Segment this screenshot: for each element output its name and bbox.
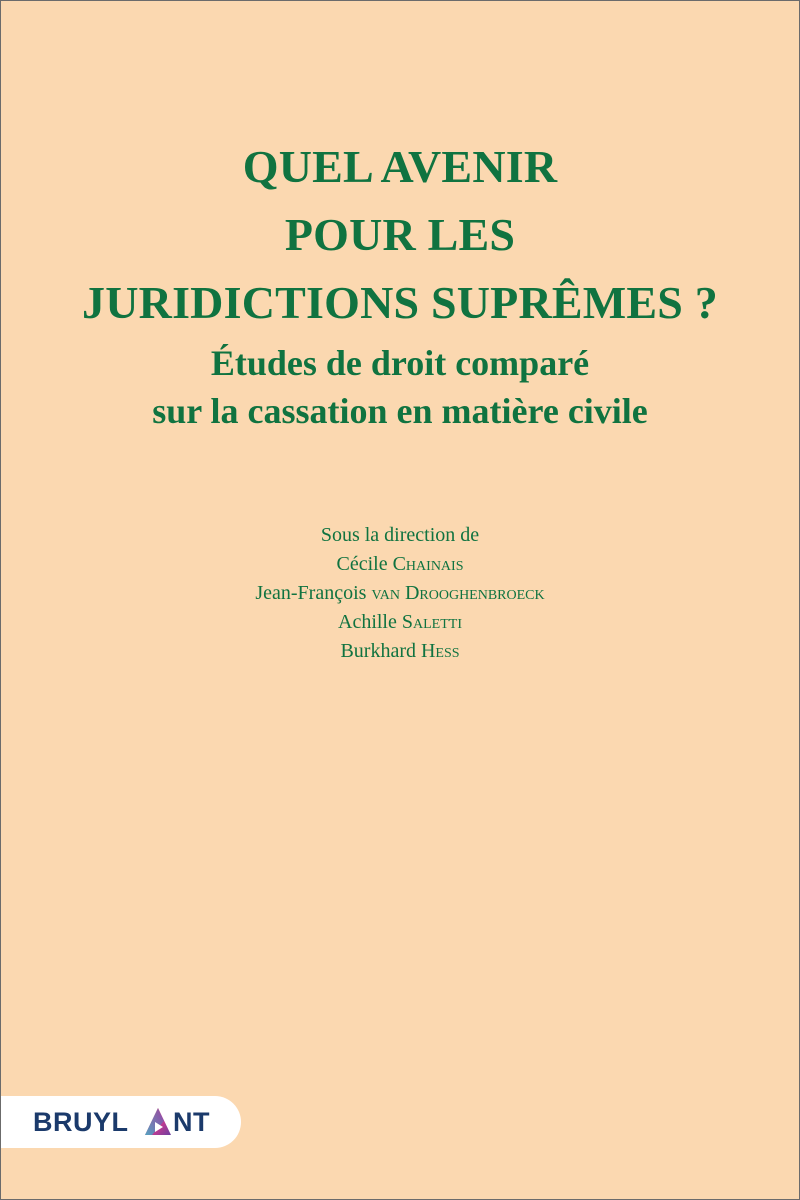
title-block (1, 133, 799, 435)
editor-1-given: Cécile (336, 553, 388, 575)
editor-3-family: Saletti (401, 611, 462, 633)
title-line-2: POUR LES (284, 209, 516, 260)
editor-4-given: Burkhard (340, 640, 416, 662)
editor-1 (1, 550, 799, 579)
editor-4 (1, 637, 799, 666)
editor-2-family: van Drooghenbroeck (371, 582, 545, 604)
publisher-name-prefix: BRUYL (33, 1107, 129, 1137)
editors-block (1, 521, 799, 666)
title-line-3: JURIDICTIONS SUPRÊMES ? (82, 277, 718, 328)
editor-3 (1, 608, 799, 637)
title-line-1: QUEL AVENIR (242, 141, 558, 192)
triangle-play-logo-icon (143, 1106, 173, 1138)
editor-3-given: Achille (338, 611, 397, 633)
subtitle-line-2: sur la cassation en matière civile (152, 391, 648, 431)
editor-2-given: Jean-François (255, 582, 367, 604)
editor-2 (1, 579, 799, 608)
editor-1-family: Chainais (392, 553, 464, 575)
subtitle-line-1: Études de droit comparé (210, 343, 590, 383)
editor-4-family: Hess (420, 640, 460, 662)
editors-intro: Sous la direction de (320, 524, 480, 546)
publisher-name-suffix: NT (173, 1107, 210, 1137)
publisher-badge (1, 1096, 241, 1148)
